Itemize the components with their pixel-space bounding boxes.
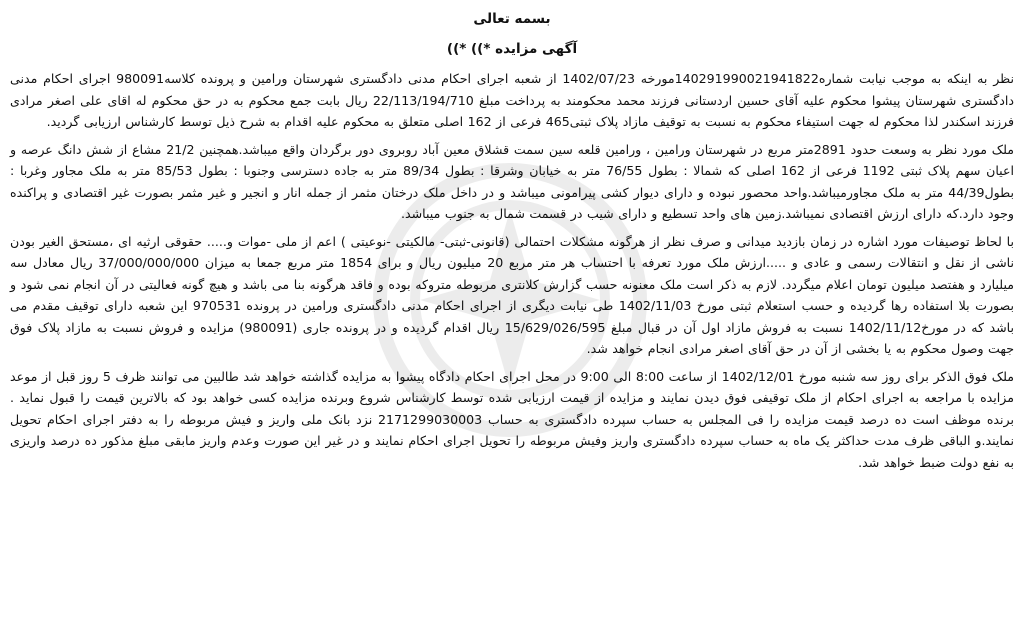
notice-paragraph-2: ملک مورد نظر به وسعت حدود 2891متر مربع در شهرستان ورامین ، ورامین قلعه سین سمت قشلاق معین آباد روبروی دور برگردان واقع میباشد.همچنین 21/2 مشاع از شش دانگ عرصه و اعیان سهم پلاک ثبتی 1192 فرعی از 162 اصلی که شمالا : بطول 76/55 متر به خیابان وشرقا : بطول 89/34 متر به جاده دسترسی وجنوبا : بطول 85/53 متر به ملک مجاور وغربا : بطول44/39 متر به ملک مجاورمیباشد.واحد محصور نبوده و دارای دیوار کشی پیرامونی میباشد و در داخل ملک درختان مثمر از جمله انار و انجیر و غیر مثمر بصورت غیر اقتصادی و پراکنده وجود دارد.که دارای ارزش اقتصادی نمیباشد.زمین های واحد تسطیع و دارای شیب در قسمت شمال به جنوب میباشد.: [10, 141, 1014, 221]
notice-title: آگهی مزایده *)) *)): [446, 41, 578, 57]
invocation-heading: بسمه تعالی: [473, 11, 551, 27]
notice-paragraph-3: با لحاظ توصیفات مورد اشاره در زمان بازدید میدانی و صرف نظر از هرگونه مشکلات احتمالی (قانونی-ثبتی- مالکیتی -نوعیتی ) اعم از ملی -موات و..... حقوقی ارثیه ای ،مستحق الغیر بودن ناشی از نقل و انتقالات رسمی و عادی و .....ارزش ملک مورد تعرفه با احتساب هر متر مربع 20 میلیون ریال و برای 1854 متر مربع جمعا به میزان 37/000/000/000 ریال معادل سه میلیارد و هفتصد میلیون تومان اعلام میگردد. لازم به ذکر است ملک معنونه حسب گزارش کلانتری مربوطه متروکه بوده و فاقد هرگونه بنا می باشد و هیچ گونه فعالیتی در آن انجام نمی شود و بصورت بلا استفاده رها گردیده و حسب استعلام ثبتی مورخ 1402/11/03 طی نیابت دیگری از اجرای احکام مدنی دادگستری ورامین در پرونده 970531 این شعبه دارای توقیف مقدم می باشد که در مورخ1402/11/12 نسبت به فروش مازاد اول آن در قبال مبلغ 15/629/026/595 ریال اقدام گردیده و در پرونده جاری (980091) مزایده و فروش نسبت به مازاد پلاک فوق جهت وصول محکوم به یا بخشی از آن در حق آقای اصغر مرادی انجام خواهد شد.: [10, 233, 1014, 356]
notice-paragraph-1: نظر به اینکه به موجب نیابت شماره140291990021941822مورخه 1402/07/23 از شعبه اجرای احکام مدنی دادگستری شهرستان ورامین و پرونده کلاسه980091 اجرای احکام مدنی دادگستری شهرستان پیشوا محکوم علیه آقای حسین اردستانی فرزند محمد محکومند به پرداخت مبلغ 22/113/194/710 ریال بابت جمع محکوم به در حق محکوم له اقای علی اصغر مرادی فرزند اسکندر لذا محکوم له جهت استیفاء محکوم به نسبت به توقیف مازاد پلاک ثبتی465 فرعی از 162 اصلی متعلق به محکوم علیه اقدام به شرح ذیل توسط کارشناس ارزیابی گردید.: [10, 71, 1014, 129]
notice-paragraph-4: ملک فوق الذکر برای روز سه شنبه مورخ 1402/12/01 از ساعت 8:00 الی 9:00 در محل اجرای احکام دادگاه پیشوا به مزایده گذاشته خواهد شد طالبین می توانند ظرف 5 روز قبل از موعد مزایده با مراجعه به اجرای احکام از ملک توقیفی فوق دیدن نمایند و مزایده از قیمت ارزیابی شده توسط کارشناس شروع وبرنده مزایده کسی خواهد بود که بالاترین قیمت را قبول نماید . برنده موظف است ده درصد قیمت مزایده را فی المجلس به حساب سپرده دادگستری به حساب 2171299030003 نزد بانک ملی واریز و فیش مربوطه را به دفتر اجرای احکام تحویل نمایند.و الباقی ظرف مدت حداکثر یک ماه به حساب سپرده دادگستری واریز وفیش مربوطه را تحویل اجرای احکام نمایند و در غیر این صورت وعدم واریز مابقی مبلغ مذکور ده درصد واریزی به نفع دولت ضبط خواهد شد.: [10, 368, 1014, 470]
